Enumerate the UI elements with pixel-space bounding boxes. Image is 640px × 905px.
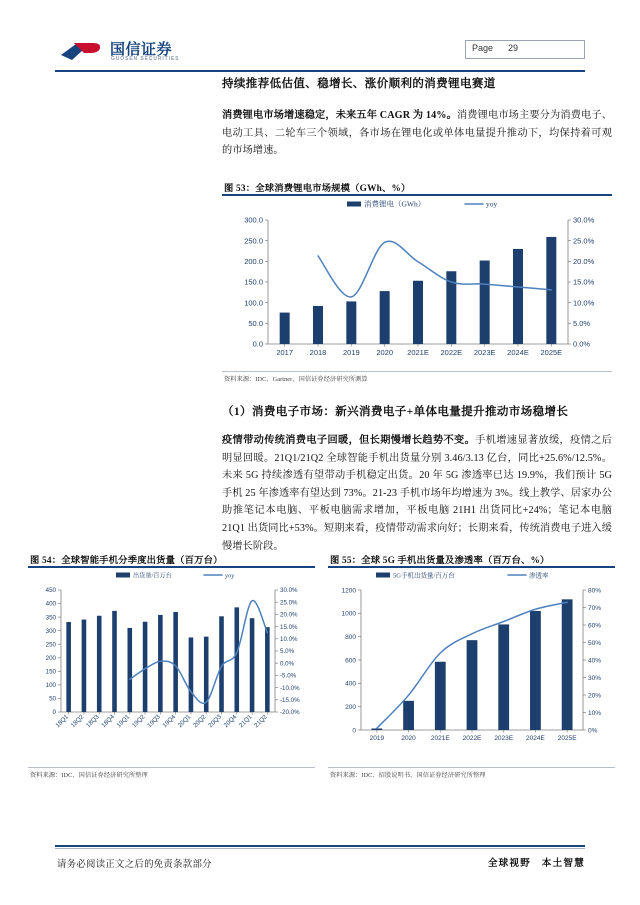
svg-text:400: 400 bbox=[345, 680, 356, 688]
figure-53-chart bbox=[222, 198, 612, 368]
svg-text:0.0%: 0.0% bbox=[280, 660, 295, 668]
svg-text:2017: 2017 bbox=[276, 348, 294, 357]
svg-text:20Q4: 20Q4 bbox=[222, 713, 239, 730]
svg-text:0.0: 0.0 bbox=[252, 339, 263, 349]
svg-text:10.0%: 10.0% bbox=[573, 298, 595, 308]
guosen-logo-mark bbox=[60, 41, 106, 61]
svg-text:出货量/百万台: 出货量/百万台 bbox=[133, 572, 172, 580]
svg-text:80%: 80% bbox=[588, 587, 602, 595]
svg-text:-20.0%: -20.0% bbox=[280, 709, 300, 717]
svg-text:25.0%: 25.0% bbox=[280, 599, 298, 607]
svg-text:5.0%: 5.0% bbox=[573, 318, 591, 328]
svg-text:15.0%: 15.0% bbox=[573, 277, 595, 287]
svg-text:5.0%: 5.0% bbox=[280, 648, 295, 656]
svg-text:600: 600 bbox=[345, 657, 356, 665]
svg-text:100: 100 bbox=[45, 682, 56, 690]
svg-text:40%: 40% bbox=[588, 657, 602, 665]
figure-53-rule bbox=[222, 194, 612, 196]
page-label: Page bbox=[472, 43, 494, 53]
svg-text:yoy: yoy bbox=[225, 572, 235, 580]
svg-text:2020: 2020 bbox=[376, 348, 394, 357]
paragraph-2-body: 手机增速显著放缓，疫情之后明显回暖。21Q1/21Q2 全球智能手机出货量分别 3.46/3.13 亿台，同比+25.6%/12.5%。未来 5G 持续渗透有望带动手机稳定出货。20 年 5G 渗透率已达 19.9%，我们预计 5G 手机 25 年渗透率有望达到 73%。21-23 手机市场年均增速为 3%。线上教学、居家办公助推笔记本电脑、平板电脑需求增加，平板电脑 21H1 出货同比+24%；笔记本电脑 21Q1 出货同比+53%。短期来看，疫情带动需求向好；长期来看，传统消费电子进入缓慢增长阶段。 bbox=[222, 435, 612, 552]
svg-text:yoy: yoy bbox=[486, 199, 498, 209]
logo-text-cn: 国信证券 bbox=[110, 41, 173, 58]
svg-text:1200: 1200 bbox=[341, 587, 356, 595]
svg-text:2025E: 2025E bbox=[540, 348, 563, 357]
svg-text:200: 200 bbox=[345, 703, 356, 711]
svg-text:800: 800 bbox=[345, 633, 356, 641]
figure-53 bbox=[222, 180, 612, 395]
svg-text:18Q2: 18Q2 bbox=[69, 713, 86, 730]
section-title-2: （1）消费电子市场：新兴消费电子+单体电量提升推动市场稳增长 bbox=[222, 406, 569, 418]
svg-text:10%: 10% bbox=[588, 709, 602, 717]
figure-55-rule bbox=[328, 566, 615, 568]
svg-text:-10.0%: -10.0% bbox=[280, 684, 300, 692]
figure-55-source: 资料来源：IDC、招股说明书、国信证券经济研究所整理 bbox=[330, 772, 486, 779]
svg-text:1000: 1000 bbox=[341, 610, 356, 618]
svg-text:19Q4: 19Q4 bbox=[161, 713, 178, 730]
figure-54-source-rule bbox=[28, 767, 315, 768]
figure-53-title: 图 53：全球消费锂电市场规模（GWh、%） bbox=[224, 184, 411, 194]
footer-disclaimer: 请务必阅读正文之后的免责条款部分 bbox=[57, 860, 212, 870]
svg-text:18Q3: 18Q3 bbox=[84, 713, 101, 730]
figure-54 bbox=[28, 552, 315, 802]
svg-text:100.0: 100.0 bbox=[244, 298, 263, 308]
svg-text:10.0%: 10.0% bbox=[280, 635, 298, 643]
svg-text:60%: 60% bbox=[588, 622, 602, 630]
figure-53-source-rule bbox=[222, 371, 612, 372]
svg-text:0.0%: 0.0% bbox=[573, 339, 591, 349]
svg-text:20.0%: 20.0% bbox=[280, 611, 298, 619]
company-logo bbox=[60, 38, 225, 68]
svg-text:2024E: 2024E bbox=[526, 735, 545, 742]
svg-text:20.0%: 20.0% bbox=[573, 256, 595, 266]
figure-53-source: 资料来源：IDC、Gartner、国信证券经济研究所测算 bbox=[224, 376, 368, 383]
figure-55 bbox=[328, 552, 615, 802]
svg-text:20Q1: 20Q1 bbox=[176, 713, 193, 730]
svg-text:0: 0 bbox=[52, 709, 56, 717]
svg-text:50: 50 bbox=[49, 695, 56, 703]
svg-text:300: 300 bbox=[45, 627, 56, 635]
svg-text:50%: 50% bbox=[588, 639, 602, 647]
svg-text:150.0: 150.0 bbox=[244, 277, 263, 287]
svg-text:400: 400 bbox=[45, 600, 56, 608]
figure-55-source-rule bbox=[328, 767, 615, 768]
svg-text:250: 250 bbox=[45, 641, 56, 649]
svg-text:300.0: 300.0 bbox=[244, 215, 263, 225]
svg-text:18Q4: 18Q4 bbox=[100, 713, 116, 730]
svg-text:70%: 70% bbox=[588, 604, 602, 612]
svg-text:15.0%: 15.0% bbox=[280, 623, 298, 631]
figure-54-title: 图 54：全球智能手机分季度出货量（百万台） bbox=[30, 556, 223, 566]
svg-text:19Q1: 19Q1 bbox=[115, 713, 132, 730]
svg-text:2021E: 2021E bbox=[430, 735, 450, 742]
section-title: 持续推荐低估值、稳增长、涨价顺利的消费锂电赛道 bbox=[222, 78, 496, 90]
svg-text:20Q2: 20Q2 bbox=[191, 713, 208, 730]
svg-text:-5.0%: -5.0% bbox=[280, 672, 297, 680]
paragraph-1 bbox=[222, 107, 612, 160]
svg-text:200: 200 bbox=[45, 654, 56, 662]
figure-54-source: 资料来源：IDC、国信证券经济研究所整理 bbox=[30, 772, 148, 779]
footer-divider bbox=[55, 845, 585, 847]
svg-text:2019: 2019 bbox=[342, 348, 360, 357]
svg-text:150: 150 bbox=[45, 668, 56, 676]
svg-text:2025E: 2025E bbox=[557, 735, 577, 742]
svg-text:20Q3: 20Q3 bbox=[207, 713, 223, 730]
footer-divider-thin bbox=[55, 848, 585, 849]
svg-text:2022E: 2022E bbox=[440, 348, 463, 357]
figure-55-title: 图 55：全球 5G 手机出货量及渗透率（百万台、%） bbox=[330, 556, 550, 566]
svg-text:450: 450 bbox=[45, 587, 56, 595]
svg-text:2023E: 2023E bbox=[473, 348, 496, 357]
page-number-box bbox=[465, 40, 585, 59]
svg-text:消费锂电（GWh）: 消费锂电（GWh） bbox=[364, 199, 426, 209]
logo-text-en: GUOSEN SECURITIES bbox=[111, 56, 180, 62]
figure-55-plot bbox=[328, 570, 615, 760]
paragraph-1-body: 消费锂电市场主要分为消费电子、电动工具、二轮车三个领域，各市场在锂电化或单体电量提升推动下，均保持着可观的市场增速。 bbox=[222, 110, 612, 157]
figure-53-plot bbox=[222, 198, 612, 368]
svg-text:2024E: 2024E bbox=[507, 348, 529, 357]
svg-text:2020: 2020 bbox=[401, 735, 416, 742]
svg-text:19Q3: 19Q3 bbox=[146, 713, 162, 730]
svg-text:-15.0%: -15.0% bbox=[280, 696, 300, 704]
content-block-middle bbox=[222, 404, 612, 555]
svg-text:19Q2: 19Q2 bbox=[130, 713, 147, 730]
paragraph-1-lead: 消费锂电市场增速稳定，未来五年 CAGR 为 14%。 bbox=[222, 110, 457, 122]
svg-text:30%: 30% bbox=[588, 674, 602, 682]
svg-text:350: 350 bbox=[45, 614, 56, 622]
svg-text:0: 0 bbox=[352, 727, 356, 735]
svg-text:20%: 20% bbox=[588, 692, 602, 700]
page-header bbox=[55, 36, 585, 68]
svg-text:2022E: 2022E bbox=[462, 735, 482, 742]
figure-54-rule bbox=[28, 566, 315, 568]
svg-text:18Q1: 18Q1 bbox=[54, 713, 71, 730]
paragraph-2-lead: 疫情带动传统消费电子回暖，但长期慢增长趋势不变。 bbox=[222, 435, 476, 447]
figure-54-plot bbox=[28, 570, 315, 760]
svg-text:30.0%: 30.0% bbox=[280, 587, 298, 595]
content-block-top bbox=[222, 76, 612, 160]
svg-text:5G手机出货量/百万台: 5G手机出货量/百万台 bbox=[393, 572, 455, 580]
footer-slogan: 全球视野 本土智慧 bbox=[487, 858, 585, 869]
svg-text:25.0%: 25.0% bbox=[573, 236, 595, 246]
svg-text:2023E: 2023E bbox=[494, 735, 514, 742]
svg-text:50.0: 50.0 bbox=[248, 318, 263, 328]
svg-text:2018: 2018 bbox=[309, 348, 327, 357]
svg-text:渗透率: 渗透率 bbox=[529, 572, 549, 580]
svg-text:21Q2: 21Q2 bbox=[253, 713, 269, 730]
svg-text:200.0: 200.0 bbox=[244, 256, 263, 266]
svg-text:2021E: 2021E bbox=[407, 348, 429, 357]
figure-54-chart bbox=[28, 570, 315, 760]
page-number: 29 bbox=[508, 43, 519, 53]
svg-text:0%: 0% bbox=[588, 727, 598, 735]
figure-55-chart bbox=[328, 570, 615, 760]
svg-text:21Q1: 21Q1 bbox=[237, 713, 254, 730]
header-divider bbox=[55, 70, 585, 72]
svg-text:30.0%: 30.0% bbox=[573, 215, 595, 225]
svg-text:250.0: 250.0 bbox=[244, 236, 263, 246]
paragraph-2 bbox=[222, 432, 612, 555]
svg-text:2019: 2019 bbox=[369, 735, 385, 742]
